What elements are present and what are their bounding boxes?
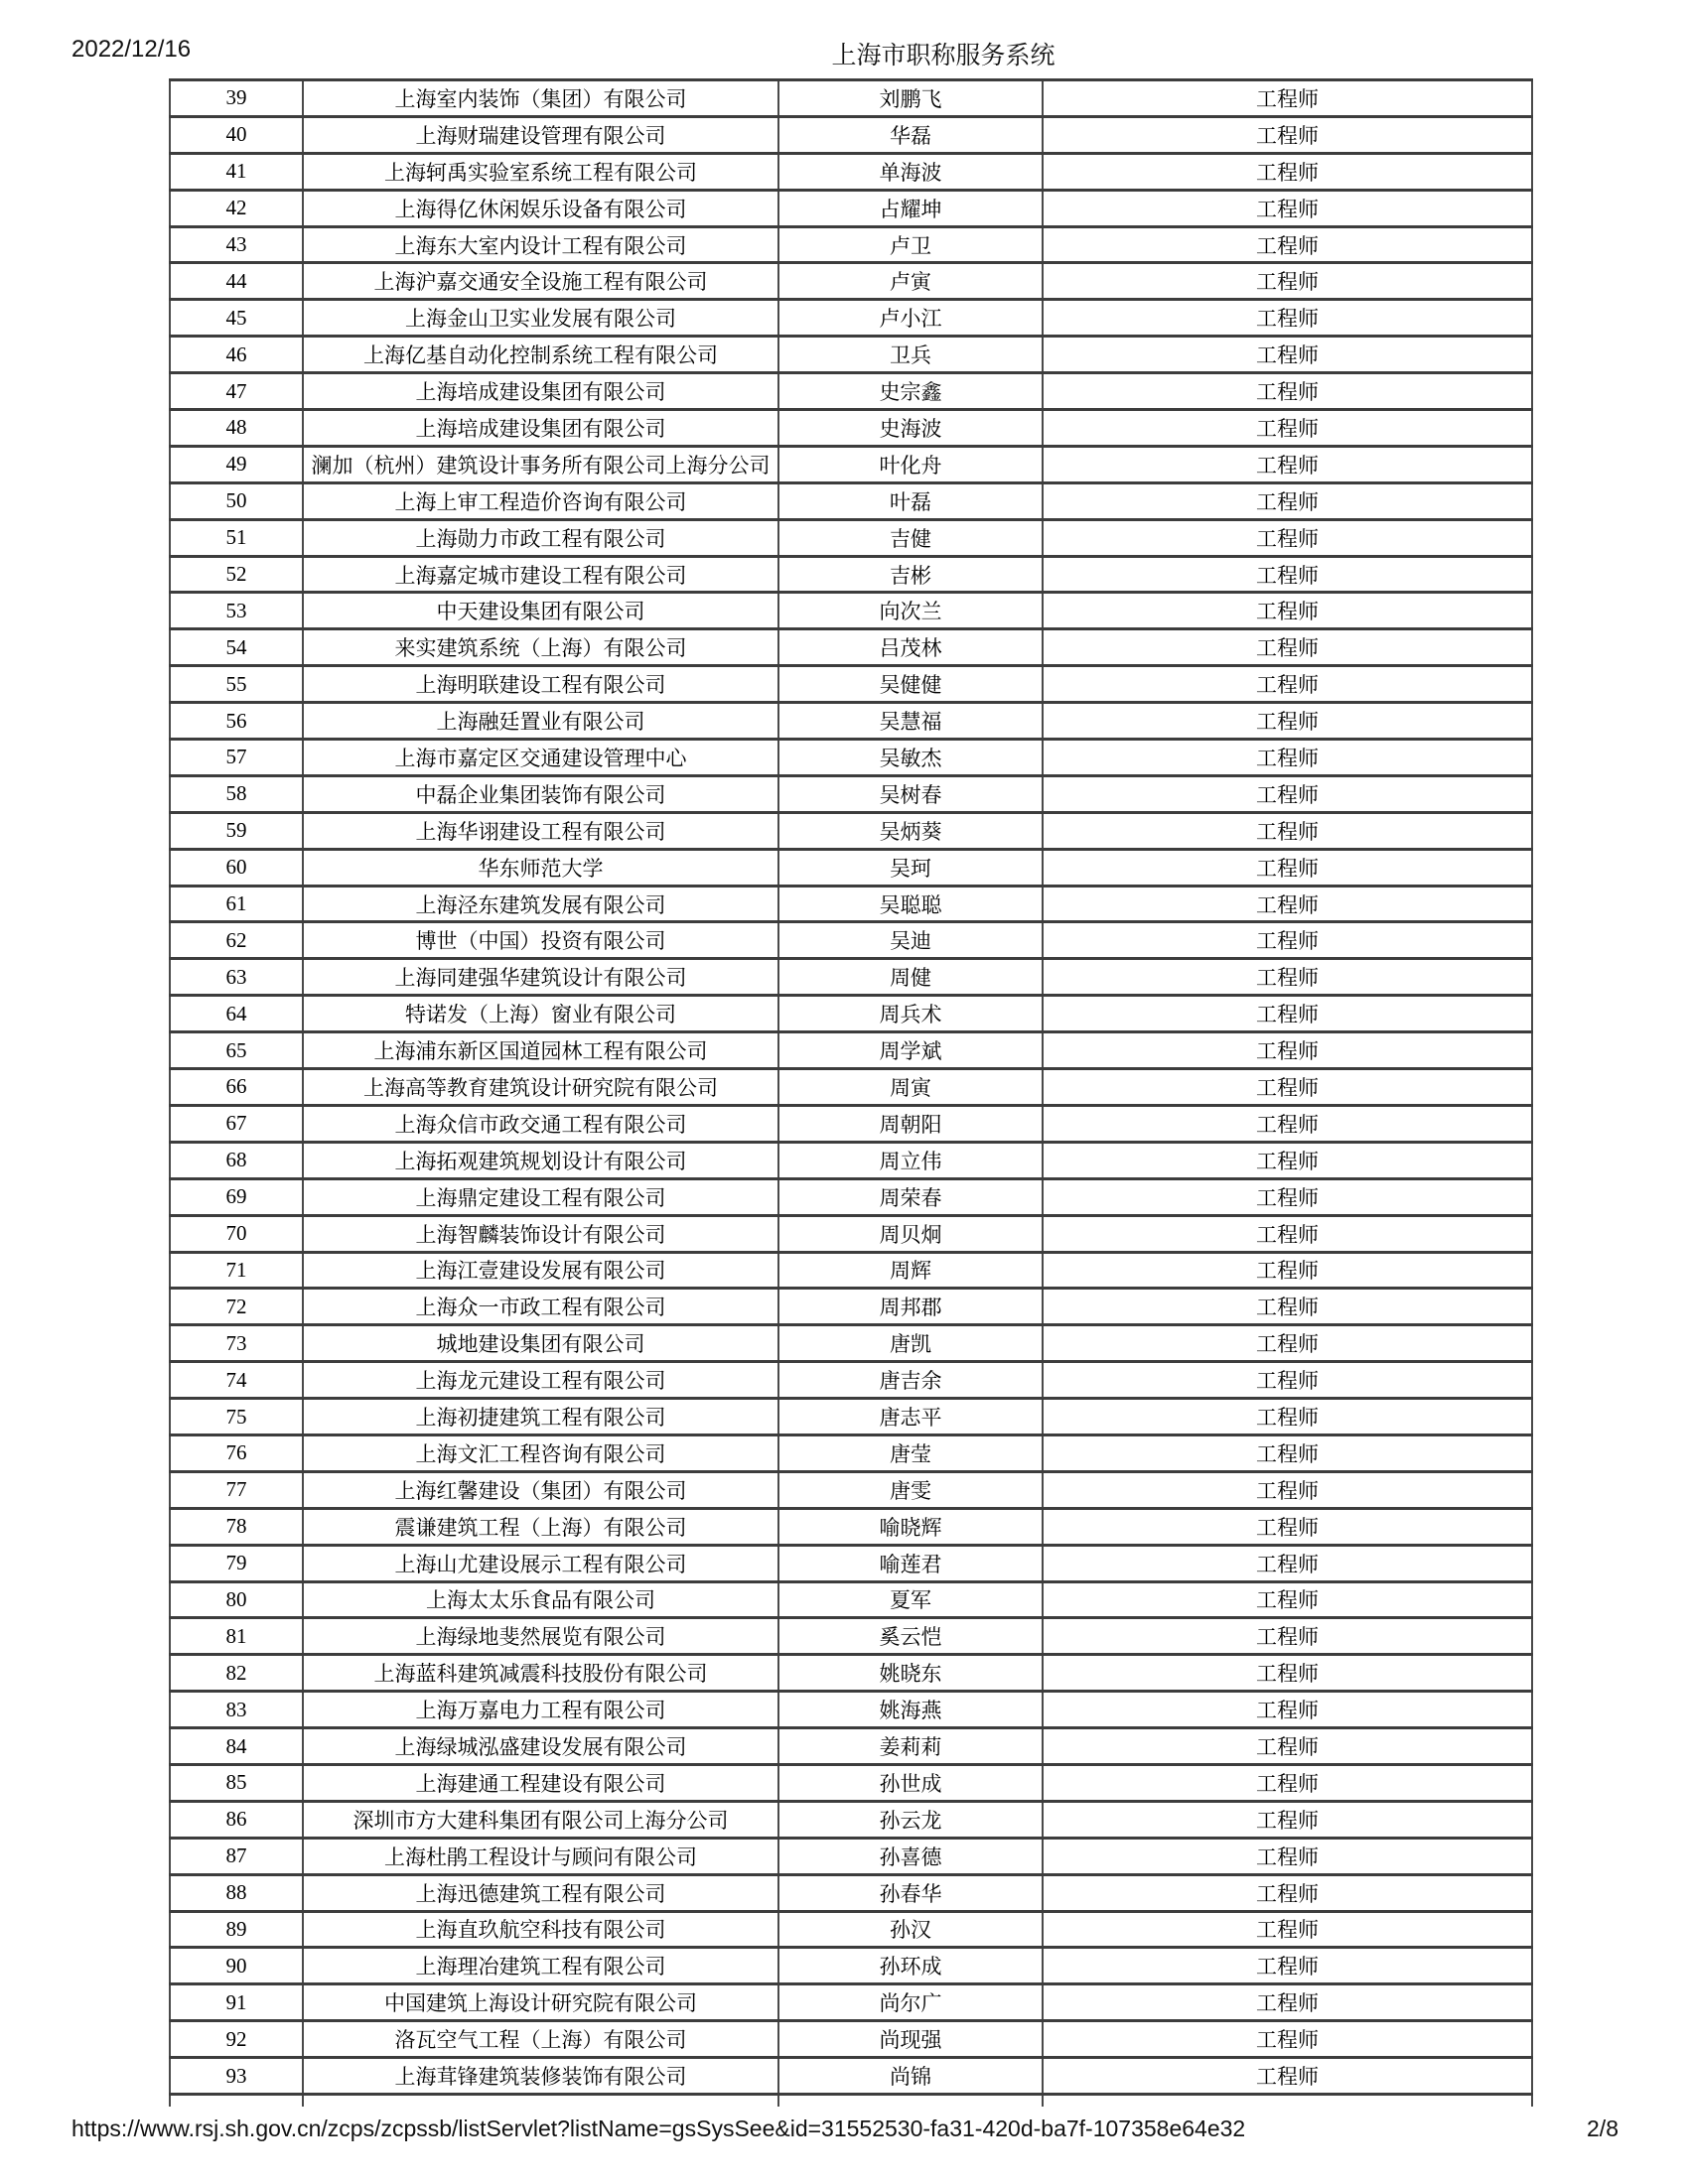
title-cell: 工程师 — [1043, 1069, 1532, 1106]
row-number-cell: 60 — [170, 849, 303, 886]
row-number-cell: 92 — [170, 2021, 303, 2058]
title-cell: 工程师 — [1043, 1032, 1532, 1069]
row-number-cell: 72 — [170, 1289, 303, 1325]
title-cell: 工程师 — [1043, 153, 1532, 190]
company-cell: 上海文汇工程咨询有限公司 — [303, 1434, 778, 1471]
name-cell: 奚云恺 — [778, 1618, 1043, 1655]
title-cell: 工程师 — [1043, 1178, 1532, 1215]
table-row — [170, 1399, 1532, 1435]
title-cell: 工程师 — [1043, 519, 1532, 556]
row-number-cell: 48 — [170, 410, 303, 447]
name-cell: 吴健健 — [778, 666, 1043, 703]
table-row — [170, 337, 1532, 373]
row-number-cell: 85 — [170, 1764, 303, 1801]
row-number-cell: 84 — [170, 1728, 303, 1765]
table-row — [170, 959, 1532, 996]
table-row — [170, 1215, 1532, 1252]
title-cell: 工程师 — [1043, 922, 1532, 959]
row-number-cell: 59 — [170, 812, 303, 849]
table-row — [170, 1801, 1532, 1838]
row-number-cell: 87 — [170, 1838, 303, 1874]
table-row — [170, 666, 1532, 703]
title-cell: 工程师 — [1043, 226, 1532, 263]
name-cell: 卢寅 — [778, 263, 1043, 300]
table-row — [170, 1874, 1532, 1911]
title-cell: 工程师 — [1043, 1911, 1532, 1948]
row-number-cell: 39 — [170, 80, 303, 117]
company-cell: 上海亿基自动化控制系统工程有限公司 — [303, 337, 778, 373]
company-cell: 上海红馨建设（集团）有限公司 — [303, 1471, 778, 1508]
table-row — [170, 1252, 1532, 1289]
title-cell: 工程师 — [1043, 300, 1532, 337]
company-cell: 上海茸锋建筑装修装饰有限公司 — [303, 2058, 778, 2095]
table-row — [170, 410, 1532, 447]
name-cell: 周寅 — [778, 1069, 1043, 1106]
row-number-cell: 54 — [170, 629, 303, 666]
row-number-cell — [170, 2094, 303, 2107]
company-cell: 上海绿地斐然展览有限公司 — [303, 1618, 778, 1655]
company-cell: 中国建筑上海设计研究院有限公司 — [303, 1984, 778, 2021]
title-cell: 工程师 — [1043, 666, 1532, 703]
table-row — [170, 1728, 1532, 1765]
table-row — [170, 2021, 1532, 2058]
company-cell: 来实建筑系统（上海）有限公司 — [303, 629, 778, 666]
name-cell: 吴聪聪 — [778, 886, 1043, 922]
row-number-cell: 57 — [170, 740, 303, 776]
name-cell: 吴炳葵 — [778, 812, 1043, 849]
title-cell: 工程师 — [1043, 1142, 1532, 1178]
title-cell: 工程师 — [1043, 1252, 1532, 1289]
page-title: 上海市职称服务系统 — [831, 42, 1055, 69]
name-cell: 叶磊 — [778, 482, 1043, 519]
name-cell: 吉健 — [778, 519, 1043, 556]
company-cell: 上海龙元建设工程有限公司 — [303, 1362, 778, 1399]
table-row — [170, 1325, 1532, 1362]
company-cell: 上海迅德建筑工程有限公司 — [303, 1874, 778, 1911]
row-number-cell: 53 — [170, 593, 303, 629]
company-cell: 深圳市方大建科集团有限公司上海分公司 — [303, 1801, 778, 1838]
name-cell: 孙春华 — [778, 1874, 1043, 1911]
row-number-cell: 70 — [170, 1215, 303, 1252]
name-cell: 单海波 — [778, 153, 1043, 190]
company-cell: 上海融廷置业有限公司 — [303, 703, 778, 740]
table-row — [170, 1471, 1532, 1508]
title-cell: 工程师 — [1043, 1471, 1532, 1508]
print-footer-url: https://www.rsj.sh.gov.cn/zcps/zcpssb/listServlet?listName=gsSysSee&id=31552530-fa31-420d-ba7f-107358e64e32 — [71, 2116, 1246, 2141]
title-cell: 工程师 — [1043, 775, 1532, 812]
title-cell: 工程师 — [1043, 1581, 1532, 1618]
table-row — [170, 1838, 1532, 1874]
company-cell: 上海鼎定建设工程有限公司 — [303, 1178, 778, 1215]
table-row — [170, 812, 1532, 849]
roster-table — [169, 78, 1533, 2107]
name-cell: 卫兵 — [778, 337, 1043, 373]
row-number-cell: 71 — [170, 1252, 303, 1289]
title-cell: 工程师 — [1043, 1874, 1532, 1911]
row-number-cell: 74 — [170, 1362, 303, 1399]
company-cell: 上海沪嘉交通安全设施工程有限公司 — [303, 263, 778, 300]
name-cell: 周辉 — [778, 1252, 1043, 1289]
company-cell: 上海万嘉电力工程有限公司 — [303, 1692, 778, 1728]
company-cell: 上海市嘉定区交通建设管理中心 — [303, 740, 778, 776]
table-row — [170, 300, 1532, 337]
row-number-cell: 55 — [170, 666, 303, 703]
row-number-cell: 88 — [170, 1874, 303, 1911]
company-cell: 特诺发（上海）窗业有限公司 — [303, 996, 778, 1032]
table-row — [170, 1362, 1532, 1399]
table-row — [170, 190, 1532, 226]
title-cell: 工程师 — [1043, 482, 1532, 519]
table-row — [170, 629, 1532, 666]
title-cell: 工程师 — [1043, 812, 1532, 849]
table-row — [170, 740, 1532, 776]
title-cell: 工程师 — [1043, 996, 1532, 1032]
company-cell: 上海众信市政交通工程有限公司 — [303, 1105, 778, 1142]
title-cell: 工程师 — [1043, 80, 1532, 117]
name-cell: 卢卫 — [778, 226, 1043, 263]
table-row — [170, 373, 1532, 410]
roster-table-container — [169, 78, 1535, 2107]
name-cell: 喻晓辉 — [778, 1508, 1043, 1545]
name-cell: 周兵术 — [778, 996, 1043, 1032]
company-cell: 城地建设集团有限公司 — [303, 1325, 778, 1362]
table-row — [170, 1069, 1532, 1106]
title-cell: 工程师 — [1043, 1618, 1532, 1655]
title-cell: 工程师 — [1043, 1325, 1532, 1362]
table-row — [170, 80, 1532, 117]
row-number-cell: 47 — [170, 373, 303, 410]
table-row — [170, 775, 1532, 812]
company-cell: 中磊企业集团装饰有限公司 — [303, 775, 778, 812]
row-number-cell: 82 — [170, 1655, 303, 1692]
title-cell: 工程师 — [1043, 593, 1532, 629]
table-row — [170, 446, 1532, 482]
row-number-cell: 78 — [170, 1508, 303, 1545]
company-cell: 上海东大室内设计工程有限公司 — [303, 226, 778, 263]
company-cell: 上海上审工程造价咨询有限公司 — [303, 482, 778, 519]
name-cell: 吴珂 — [778, 849, 1043, 886]
row-number-cell: 86 — [170, 1801, 303, 1838]
name-cell: 唐吉余 — [778, 1362, 1043, 1399]
title-cell: 工程师 — [1043, 1692, 1532, 1728]
title-cell: 工程师 — [1043, 1215, 1532, 1252]
row-number-cell: 58 — [170, 775, 303, 812]
name-cell: 唐凯 — [778, 1325, 1043, 1362]
company-cell: 上海华诩建设工程有限公司 — [303, 812, 778, 849]
company-cell: 上海山尤建设展示工程有限公司 — [303, 1545, 778, 1581]
name-cell — [778, 2094, 1043, 2107]
table-row — [170, 922, 1532, 959]
company-cell: 洛瓦空气工程（上海）有限公司 — [303, 2021, 778, 2058]
row-number-cell: 56 — [170, 703, 303, 740]
name-cell: 周健 — [778, 959, 1043, 996]
name-cell: 史宗鑫 — [778, 373, 1043, 410]
company-cell: 上海轲禹实验室系统工程有限公司 — [303, 153, 778, 190]
clipped-next-row — [170, 2094, 1532, 2107]
company-cell: 澜加（杭州）建筑设计事务所有限公司上海分公司 — [303, 446, 778, 482]
row-number-cell: 79 — [170, 1545, 303, 1581]
row-number-cell: 81 — [170, 1618, 303, 1655]
name-cell: 周荣春 — [778, 1178, 1043, 1215]
title-cell: 工程师 — [1043, 886, 1532, 922]
company-cell: 上海拓观建筑规划设计有限公司 — [303, 1142, 778, 1178]
row-number-cell: 80 — [170, 1581, 303, 1618]
table-row — [170, 1032, 1532, 1069]
title-cell: 工程师 — [1043, 1434, 1532, 1471]
row-number-cell: 67 — [170, 1105, 303, 1142]
name-cell: 唐雯 — [778, 1471, 1043, 1508]
name-cell: 唐志平 — [778, 1399, 1043, 1435]
name-cell: 孙喜德 — [778, 1838, 1043, 1874]
row-number-cell: 73 — [170, 1325, 303, 1362]
row-number-cell: 76 — [170, 1434, 303, 1471]
company-cell: 上海建通工程建设有限公司 — [303, 1764, 778, 1801]
company-cell: 上海培成建设集团有限公司 — [303, 410, 778, 447]
company-cell: 上海智麟装饰设计有限公司 — [303, 1215, 778, 1252]
table-row — [170, 703, 1532, 740]
table-row — [170, 1948, 1532, 1984]
company-cell: 上海绿城泓盛建设发展有限公司 — [303, 1728, 778, 1765]
title-cell: 工程师 — [1043, 1362, 1532, 1399]
row-number-cell: 44 — [170, 263, 303, 300]
row-number-cell: 61 — [170, 886, 303, 922]
name-cell: 孙云龙 — [778, 1801, 1043, 1838]
name-cell: 华磊 — [778, 116, 1043, 153]
table-row — [170, 116, 1532, 153]
row-number-cell: 90 — [170, 1948, 303, 1984]
title-cell: 工程师 — [1043, 1399, 1532, 1435]
company-cell: 上海财瑞建设管理有限公司 — [303, 116, 778, 153]
company-cell: 上海同建强华建筑设计有限公司 — [303, 959, 778, 996]
row-number-cell: 63 — [170, 959, 303, 996]
name-cell: 叶化舟 — [778, 446, 1043, 482]
company-cell: 上海直玖航空科技有限公司 — [303, 1911, 778, 1948]
row-number-cell: 66 — [170, 1069, 303, 1106]
row-number-cell: 40 — [170, 116, 303, 153]
name-cell: 向次兰 — [778, 593, 1043, 629]
title-cell: 工程师 — [1043, 116, 1532, 153]
table-row — [170, 482, 1532, 519]
name-cell: 吴慧福 — [778, 703, 1043, 740]
title-cell: 工程师 — [1043, 1984, 1532, 2021]
title-cell: 工程师 — [1043, 337, 1532, 373]
table-row — [170, 1545, 1532, 1581]
table-row — [170, 849, 1532, 886]
row-number-cell: 75 — [170, 1399, 303, 1435]
name-cell: 尚锦 — [778, 2058, 1043, 2095]
company-cell: 上海明联建设工程有限公司 — [303, 666, 778, 703]
table-row — [170, 1289, 1532, 1325]
name-cell: 周邦郡 — [778, 1289, 1043, 1325]
company-cell: 震谦建筑工程（上海）有限公司 — [303, 1508, 778, 1545]
table-row — [170, 1581, 1532, 1618]
name-cell: 孙汉 — [778, 1911, 1043, 1948]
name-cell: 姚晓东 — [778, 1655, 1043, 1692]
title-cell: 工程师 — [1043, 849, 1532, 886]
row-number-cell: 43 — [170, 226, 303, 263]
row-number-cell: 50 — [170, 482, 303, 519]
title-cell: 工程师 — [1043, 263, 1532, 300]
table-row — [170, 1105, 1532, 1142]
company-cell: 上海勋力市政工程有限公司 — [303, 519, 778, 556]
title-cell: 工程师 — [1043, 2021, 1532, 2058]
row-number-cell: 77 — [170, 1471, 303, 1508]
company-cell: 上海众一市政工程有限公司 — [303, 1289, 778, 1325]
name-cell: 喻莲君 — [778, 1545, 1043, 1581]
name-cell: 唐莹 — [778, 1434, 1043, 1471]
row-number-cell: 41 — [170, 153, 303, 190]
row-number-cell: 62 — [170, 922, 303, 959]
table-row — [170, 2058, 1532, 2095]
name-cell: 周朝阳 — [778, 1105, 1043, 1142]
company-cell: 上海江壹建设发展有限公司 — [303, 1252, 778, 1289]
row-number-cell: 69 — [170, 1178, 303, 1215]
row-number-cell: 64 — [170, 996, 303, 1032]
title-cell: 工程师 — [1043, 1289, 1532, 1325]
company-cell: 上海嘉定城市建设工程有限公司 — [303, 556, 778, 593]
table-row — [170, 1508, 1532, 1545]
title-cell: 工程师 — [1043, 556, 1532, 593]
print-header-date: 2022/12/16 — [71, 36, 192, 63]
title-cell: 工程师 — [1043, 703, 1532, 740]
company-cell: 上海得亿休闲娱乐设备有限公司 — [303, 190, 778, 226]
name-cell: 吴迪 — [778, 922, 1043, 959]
row-number-cell: 46 — [170, 337, 303, 373]
name-cell: 吴树春 — [778, 775, 1043, 812]
title-cell: 工程师 — [1043, 1105, 1532, 1142]
title-cell: 工程师 — [1043, 1838, 1532, 1874]
table-row — [170, 886, 1532, 922]
company-cell: 上海泾东建筑发展有限公司 — [303, 886, 778, 922]
name-cell: 姜莉莉 — [778, 1728, 1043, 1765]
company-cell: 上海金山卫实业发展有限公司 — [303, 300, 778, 337]
row-number-cell: 42 — [170, 190, 303, 226]
row-number-cell: 49 — [170, 446, 303, 482]
name-cell: 周立伟 — [778, 1142, 1043, 1178]
table-row — [170, 1142, 1532, 1178]
company-cell: 上海理冶建筑工程有限公司 — [303, 1948, 778, 1984]
name-cell: 占耀坤 — [778, 190, 1043, 226]
name-cell: 周贝炯 — [778, 1215, 1043, 1252]
table-row — [170, 1178, 1532, 1215]
name-cell: 刘鹏飞 — [778, 80, 1043, 117]
name-cell: 孙环成 — [778, 1948, 1043, 1984]
table-row — [170, 1655, 1532, 1692]
company-cell — [303, 2094, 778, 2107]
company-cell: 上海初捷建筑工程有限公司 — [303, 1399, 778, 1435]
table-row — [170, 1692, 1532, 1728]
title-cell: 工程师 — [1043, 1728, 1532, 1765]
name-cell: 史海波 — [778, 410, 1043, 447]
company-cell: 中天建设集团有限公司 — [303, 593, 778, 629]
table-row — [170, 1434, 1532, 1471]
row-number-cell: 68 — [170, 1142, 303, 1178]
company-cell: 博世（中国）投资有限公司 — [303, 922, 778, 959]
name-cell: 周学斌 — [778, 1032, 1043, 1069]
row-number-cell: 93 — [170, 2058, 303, 2095]
name-cell: 卢小江 — [778, 300, 1043, 337]
name-cell: 姚海燕 — [778, 1692, 1043, 1728]
company-cell: 上海浦东新区国道园林工程有限公司 — [303, 1032, 778, 1069]
print-footer-page-number: 2/8 — [1587, 2116, 1618, 2141]
table-row — [170, 1764, 1532, 1801]
title-cell: 工程师 — [1043, 1764, 1532, 1801]
company-cell: 上海蓝科建筑减震科技股份有限公司 — [303, 1655, 778, 1692]
company-cell: 上海室内装饰（集团）有限公司 — [303, 80, 778, 117]
table-row — [170, 519, 1532, 556]
name-cell: 吴敏杰 — [778, 740, 1043, 776]
name-cell: 夏军 — [778, 1581, 1043, 1618]
company-cell: 华东师范大学 — [303, 849, 778, 886]
title-cell: 工程师 — [1043, 190, 1532, 226]
row-number-cell: 65 — [170, 1032, 303, 1069]
title-cell: 工程师 — [1043, 446, 1532, 482]
name-cell: 尚尔广 — [778, 1984, 1043, 2021]
company-cell: 上海培成建设集团有限公司 — [303, 373, 778, 410]
title-cell: 工程师 — [1043, 1508, 1532, 1545]
row-number-cell: 89 — [170, 1911, 303, 1948]
table-row — [170, 1911, 1532, 1948]
name-cell: 孙世成 — [778, 1764, 1043, 1801]
title-cell: 工程师 — [1043, 2058, 1532, 2095]
title-cell: 工程师 — [1043, 740, 1532, 776]
table-row — [170, 226, 1532, 263]
title-cell: 工程师 — [1043, 410, 1532, 447]
title-cell: 工程师 — [1043, 373, 1532, 410]
title-cell: 工程师 — [1043, 1655, 1532, 1692]
title-cell: 工程师 — [1043, 959, 1532, 996]
row-number-cell: 83 — [170, 1692, 303, 1728]
row-number-cell: 52 — [170, 556, 303, 593]
title-cell: 工程师 — [1043, 629, 1532, 666]
company-cell: 上海高等教育建筑设计研究院有限公司 — [303, 1069, 778, 1106]
name-cell: 尚现强 — [778, 2021, 1043, 2058]
title-cell: 工程师 — [1043, 1801, 1532, 1838]
title-cell: 工程师 — [1043, 1948, 1532, 1984]
table-row — [170, 1984, 1532, 2021]
row-number-cell: 45 — [170, 300, 303, 337]
company-cell: 上海杜鹃工程设计与顾问有限公司 — [303, 1838, 778, 1874]
title-cell: 工程师 — [1043, 1545, 1532, 1581]
name-cell: 吕茂林 — [778, 629, 1043, 666]
row-number-cell: 91 — [170, 1984, 303, 2021]
table-row — [170, 996, 1532, 1032]
table-row — [170, 556, 1532, 593]
title-cell — [1043, 2094, 1532, 2107]
row-number-cell: 51 — [170, 519, 303, 556]
table-row — [170, 263, 1532, 300]
table-row — [170, 593, 1532, 629]
company-cell: 上海太太乐食品有限公司 — [303, 1581, 778, 1618]
table-row — [170, 1618, 1532, 1655]
name-cell: 吉彬 — [778, 556, 1043, 593]
table-row — [170, 153, 1532, 190]
